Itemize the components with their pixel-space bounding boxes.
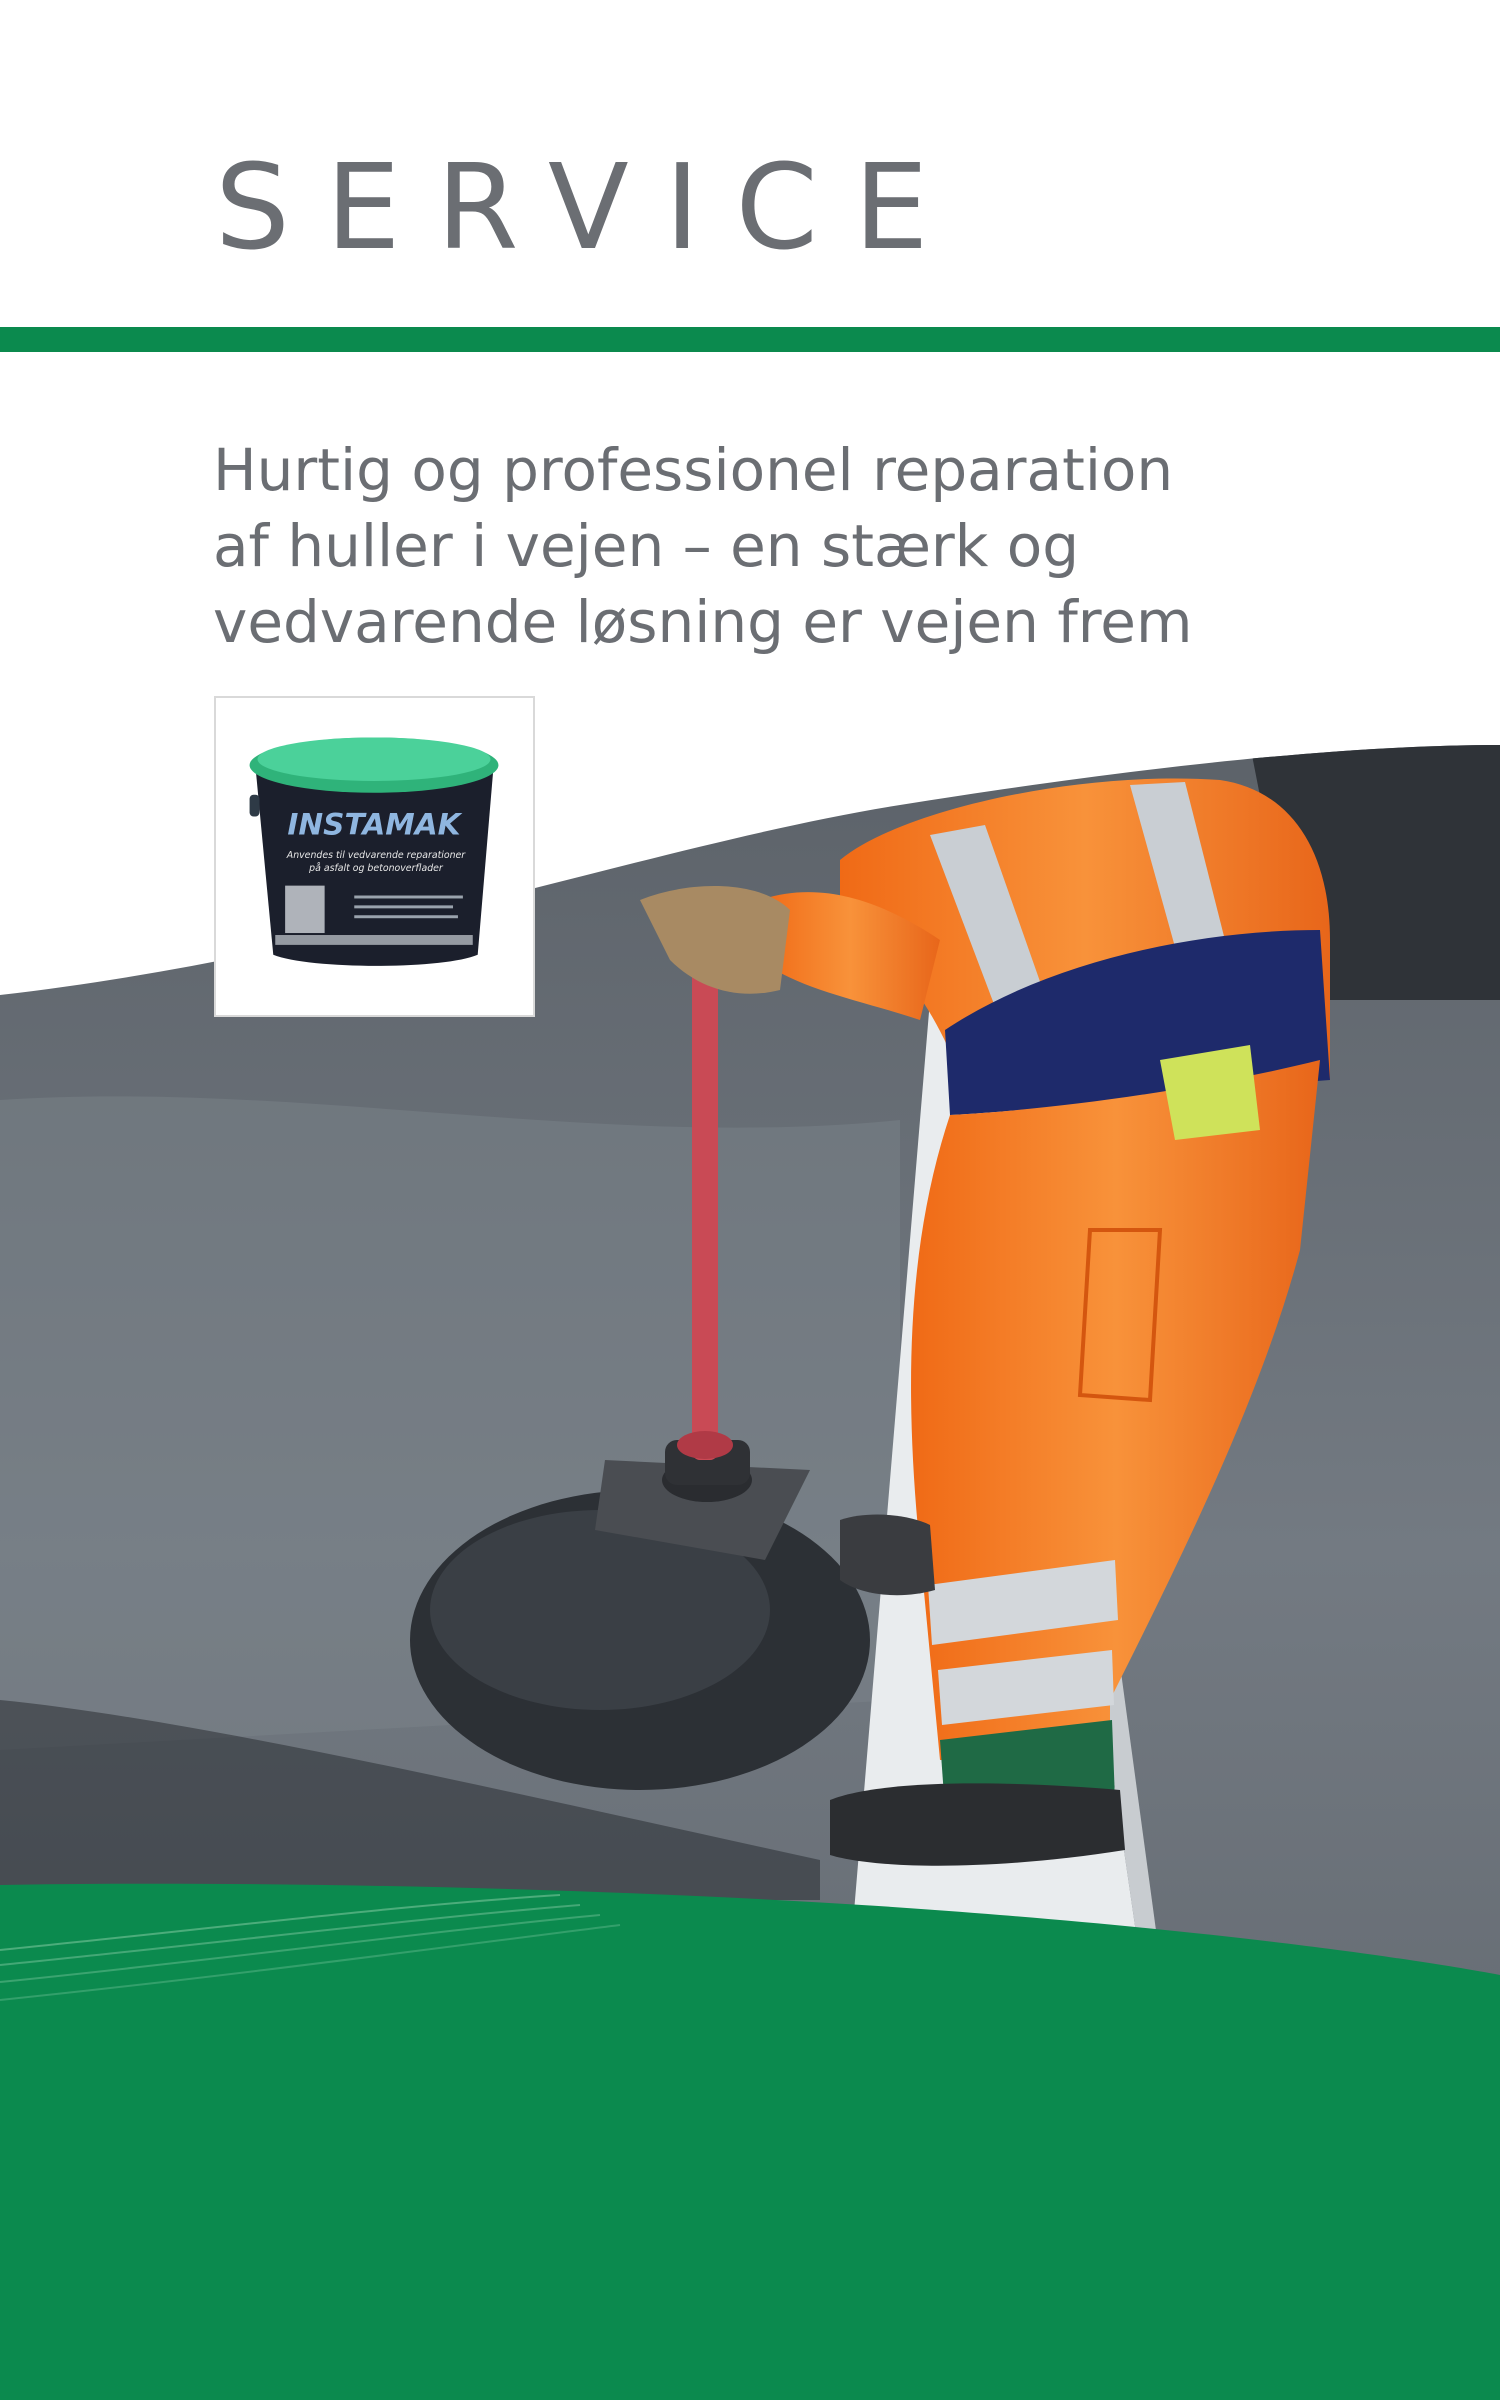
subtitle-line: af huller i vejen – en stærk og (213, 512, 1080, 580)
subtitle-line: Hurtig og professionel reparation (213, 436, 1174, 504)
product-image (214, 696, 535, 1017)
instamak-bucket (216, 698, 533, 1015)
product-description-line: på asfalt og betonoverflader (309, 862, 443, 874)
page-title: SERVICE (215, 138, 965, 276)
subtitle-line: vedvarende løsning er vejen frem (213, 588, 1193, 656)
product-brand: INSTAMAK (287, 807, 461, 842)
product-description-line: Anvendes til vedvarende reparationer (286, 849, 466, 861)
